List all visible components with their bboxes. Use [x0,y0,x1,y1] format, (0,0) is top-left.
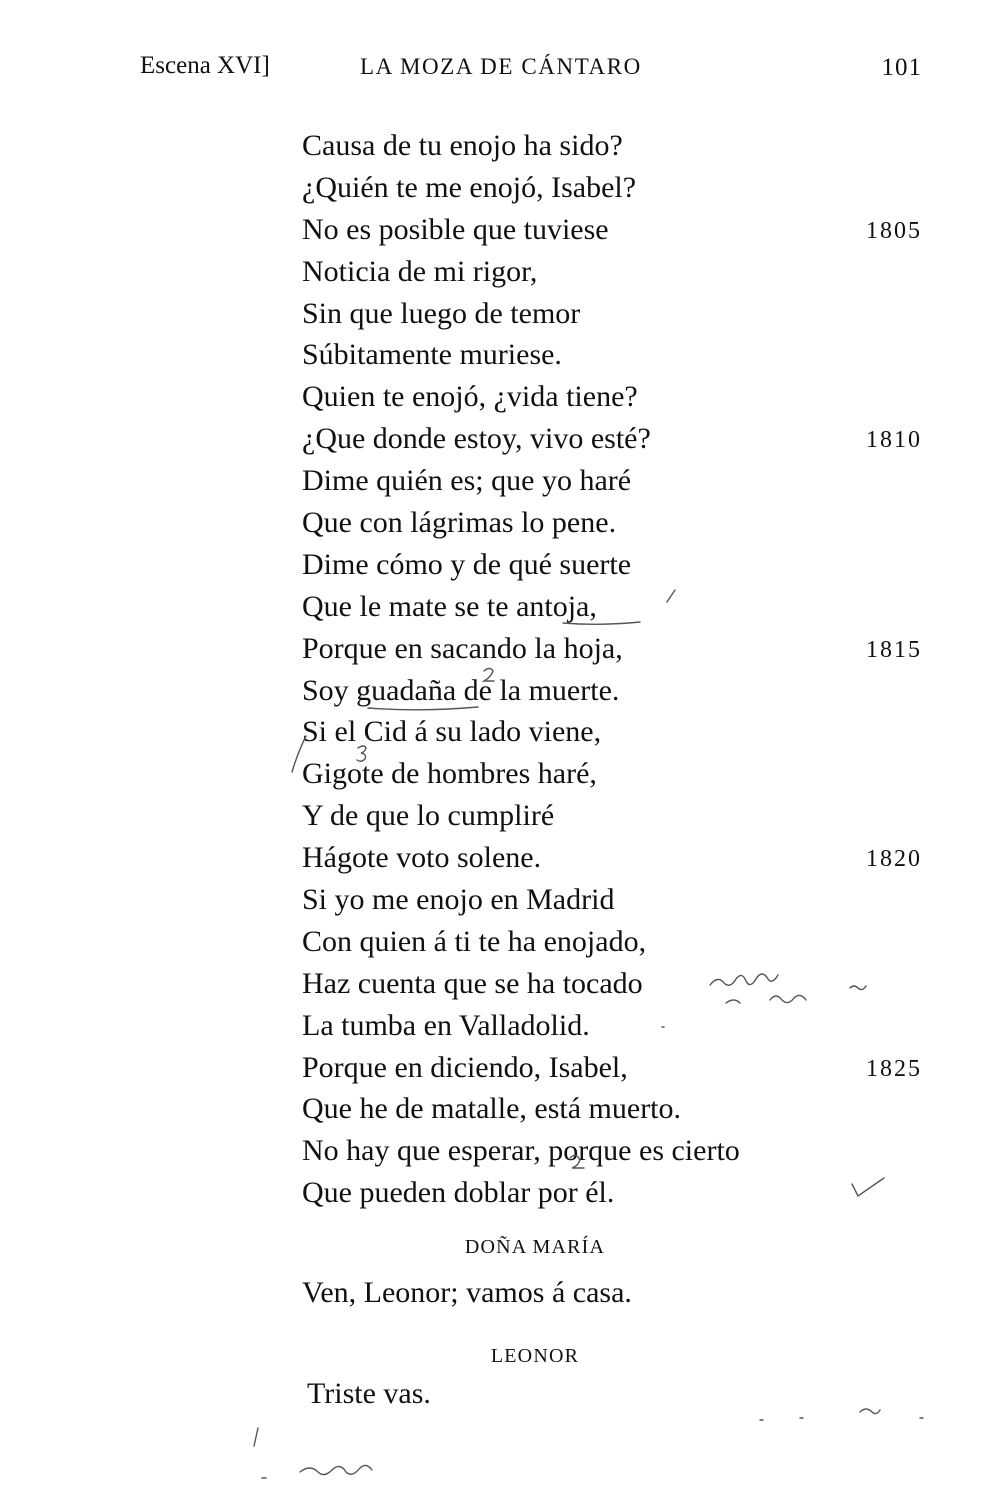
line-number: 1810 [866,427,922,454]
verse-line: Hágote voto solene. 1820 [302,837,922,879]
verse-line: Soy guadaña de la muerte. [302,673,620,707]
verse-line: Que con lágrimas lo pene. [302,506,617,540]
speaker-name: DOÑA MARÍA [464,1236,606,1258]
verse-line: Y de que lo cumpliré [302,799,555,833]
verse-line: No es posible que tuviese 1805 [302,209,922,251]
verse-line: Si el Cid á su lado viene, [302,715,602,749]
verse-line: Que le mate se te antoja, [302,589,597,623]
speech-line: Ven, Leonor; vamos á casa. [302,1276,632,1309]
verse-line: Que he de matalle, está muerto. [302,1092,682,1126]
line-number: 1815 [866,636,922,663]
verse-line: Dime cómo y de qué suerte [302,547,632,581]
play-title: LA MOZA DE CÁNTARO [360,54,642,79]
line-number: 1820 [866,846,922,873]
verse-block [302,125,922,1214]
verse-line: Con quien á ti te ha enojado, [302,924,647,958]
verse-line: Noticia de mi rigor, [302,254,538,288]
verse-line: Haz cuenta que se ha tocado [302,966,643,1000]
margin-mark [254,1428,258,1446]
verse-line: Quien te enojó, ¿vida tiene? [302,380,638,414]
verse-line: Dime quién es; que yo haré [302,464,632,498]
verse-line: Sin que luego de temor [302,296,581,330]
verse-line: ¿Quién te me enojó, Isabel? [302,170,637,204]
line-number: 1805 [866,217,922,244]
line-number: 1825 [866,1055,922,1082]
verse-line: Porque en diciendo, Isabel, 1825 [302,1047,922,1089]
speaker-name: LEONOR [490,1345,580,1367]
speech-line: Triste vas. [307,1377,431,1410]
handwriting-mark [760,1409,923,1420]
handwriting-mark [262,1465,372,1478]
verse-line: La tumba en Valladolid. [302,1008,590,1042]
verse-line: ¿Que donde estoy, vivo esté? 1810 [302,418,922,460]
running-header [140,52,922,92]
verse-line: Si yo me enojo en Madrid [302,883,615,917]
verse-line: Gigote de hombres haré, [302,757,597,791]
verse-line: Súbitamente muriese. [302,338,562,372]
page-number: 101 [881,54,922,81]
verse-line: Que pueden doblar por él. [302,1176,615,1210]
verse-line: No hay que esperar, porque es cierto [302,1134,740,1168]
verse-line: Causa de tu enojo ha sido? [302,129,623,162]
scene-label: Escena XVI] [140,52,270,79]
verse-line: Porque en sacando la hoja, 1815 [302,628,922,670]
